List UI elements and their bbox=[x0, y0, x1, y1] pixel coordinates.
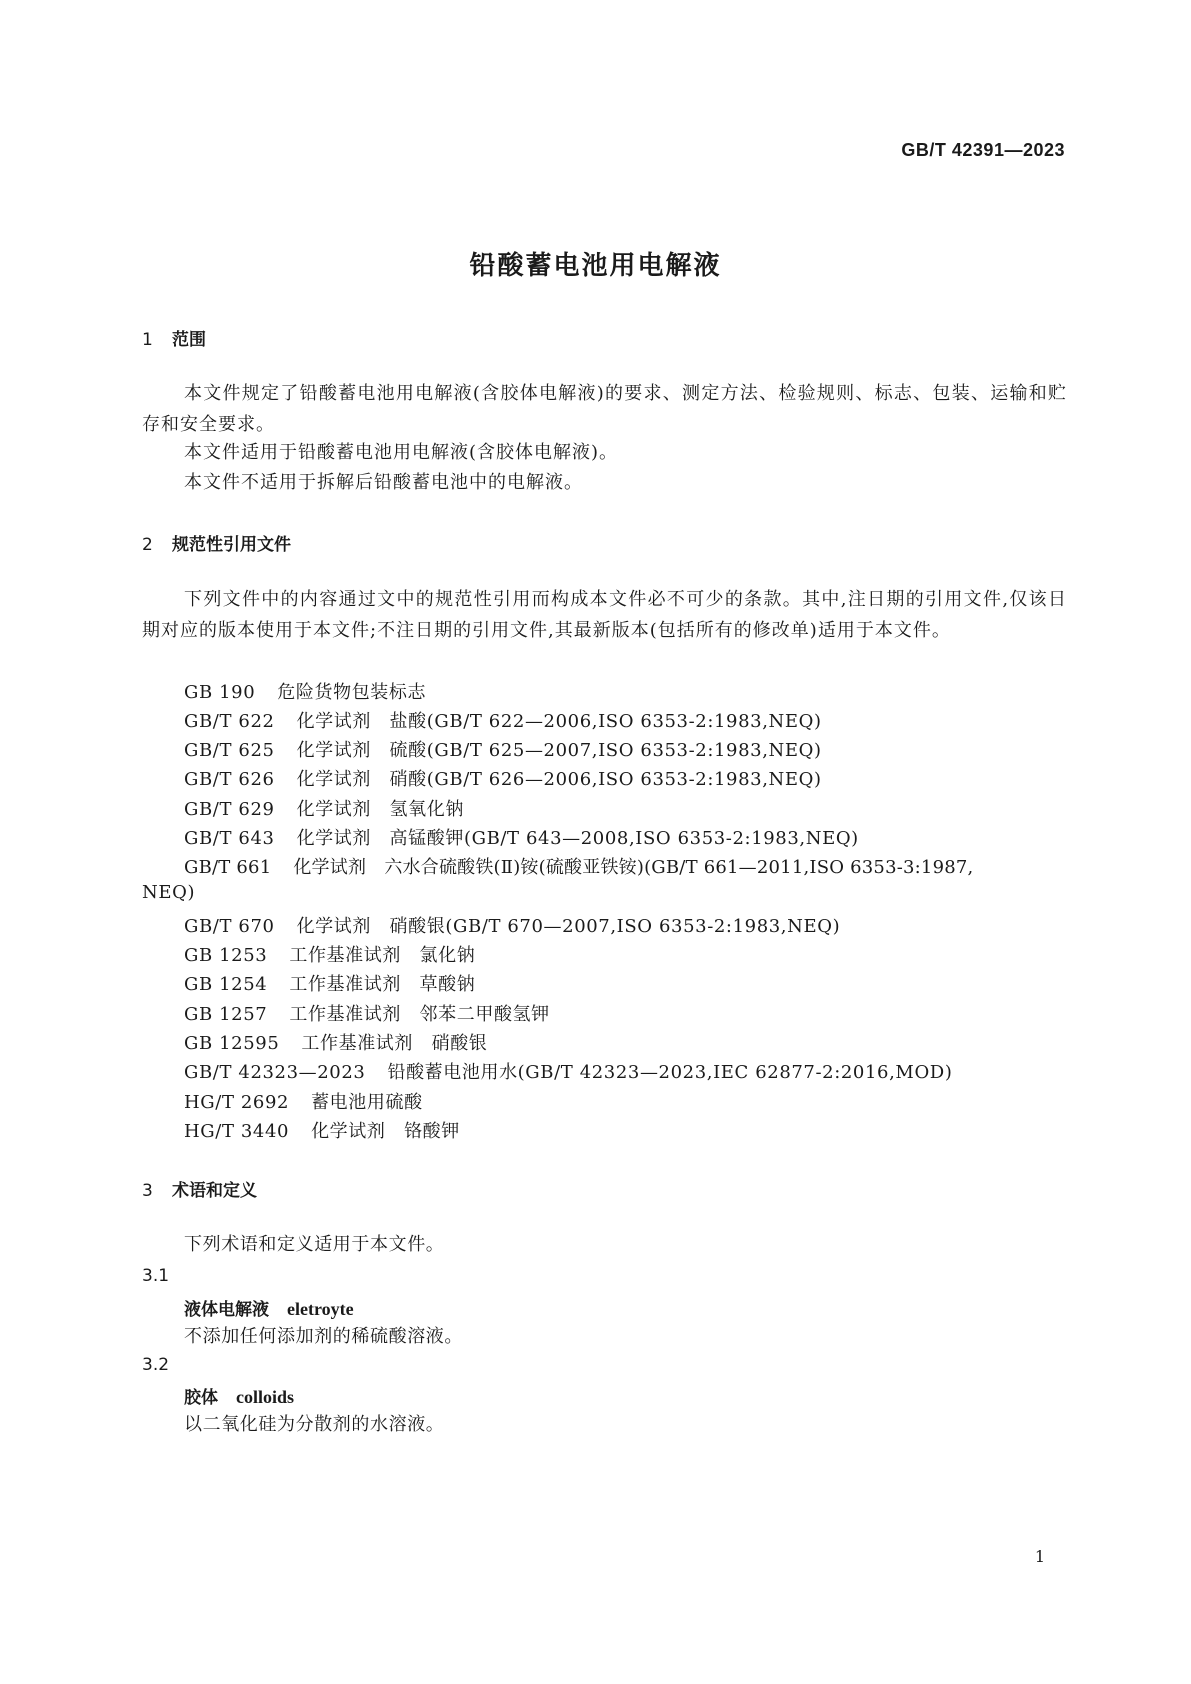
reference-code: GB/T 629 bbox=[184, 799, 275, 820]
reference-item bbox=[184, 853, 973, 879]
term-heading bbox=[184, 1383, 294, 1408]
reference-item-continuation: NEQ) bbox=[142, 882, 196, 903]
document-title: 铅酸蓄电池用电解液 bbox=[469, 251, 722, 281]
reference-title: 化学试剂 硝酸(GB/T 626—2006,ISO 6353-2:1983,NEQ) bbox=[296, 769, 822, 790]
section-1-paragraph-3: 本文件不适用于拆解后铅酸蓄电池中的电解液。 bbox=[184, 472, 583, 493]
term-english: eletroyte bbox=[287, 1299, 354, 1319]
term-number: 3.2 bbox=[142, 1355, 170, 1375]
reference-code: HG/T 3440 bbox=[184, 1121, 290, 1142]
reference-title: 铅酸蓄电池用水(GB/T 42323—2023,IEC 62877-2:2016,MOD) bbox=[387, 1062, 953, 1083]
reference-code: GB 1253 bbox=[184, 945, 268, 966]
reference-title: 化学试剂 氢氧化钠 bbox=[296, 799, 464, 820]
section-number: 3 bbox=[142, 1181, 153, 1201]
reference-item bbox=[184, 707, 822, 733]
reference-title: 化学试剂 六水合硫酸铁(Ⅱ)铵(硫酸亚铁铵)(GB/T 661—2011,ISO 6353-3:1987, bbox=[293, 857, 974, 878]
reference-item bbox=[184, 1000, 550, 1026]
reference-item bbox=[184, 1029, 487, 1055]
reference-code: GB 12595 bbox=[184, 1033, 280, 1054]
section-1-paragraph-1: 本文件规定了铅酸蓄电池用电解液(含胶体电解液)的要求、测定方法、检验规则、标志、包装、运输和贮存和安全要求。 bbox=[142, 383, 1067, 435]
reference-item bbox=[184, 1088, 423, 1114]
reference-title: 危险货物包装标志 bbox=[277, 682, 427, 703]
section-1-heading bbox=[142, 325, 206, 350]
reference-code: GB/T 626 bbox=[184, 769, 275, 790]
term-definition: 以二氧化硅为分散剂的水溶液。 bbox=[184, 1414, 445, 1435]
reference-code: GB 190 bbox=[184, 682, 256, 703]
reference-item bbox=[184, 795, 464, 821]
reference-title: 工作基准试剂 硝酸银 bbox=[301, 1033, 488, 1054]
reference-code: GB/T 670 bbox=[184, 916, 275, 937]
reference-item bbox=[184, 970, 475, 996]
reference-code: GB 1254 bbox=[184, 974, 268, 995]
reference-code: GB/T 622 bbox=[184, 711, 275, 732]
term-definition: 不添加任何添加剂的稀硫酸溶液。 bbox=[184, 1326, 463, 1347]
section-number: 2 bbox=[142, 535, 153, 555]
term-chinese: 胶体 bbox=[184, 1388, 218, 1408]
reference-item bbox=[184, 1117, 460, 1143]
page-number: 1 bbox=[1034, 1547, 1045, 1566]
reference-item bbox=[184, 765, 822, 791]
reference-code: GB/T 42323—2023 bbox=[184, 1062, 366, 1083]
reference-title: 化学试剂 铬酸钾 bbox=[311, 1121, 460, 1142]
reference-code: GB/T 643 bbox=[184, 828, 275, 849]
reference-code: GB 1257 bbox=[184, 1004, 268, 1025]
standard-number: GB/T 42391—2023 bbox=[901, 140, 1065, 160]
reference-title: 化学试剂 硫酸(GB/T 625—2007,ISO 6353-2:1983,NEQ) bbox=[296, 740, 822, 761]
reference-title: 化学试剂 高锰酸钾(GB/T 643—2008,ISO 6353-2:1983,NEQ) bbox=[296, 828, 859, 849]
reference-title: 蓄电池用硫酸 bbox=[311, 1092, 423, 1113]
reference-title: 化学试剂 盐酸(GB/T 622—2006,ISO 6353-2:1983,NEQ) bbox=[296, 711, 822, 732]
section-number: 1 bbox=[142, 330, 153, 350]
reference-code: HG/T 2692 bbox=[184, 1092, 290, 1113]
reference-title: 工作基准试剂 邻苯二甲酸氢钾 bbox=[289, 1004, 550, 1025]
term-chinese: 液体电解液 bbox=[184, 1300, 269, 1320]
section-title: 规范性引用文件 bbox=[172, 535, 291, 555]
term-heading bbox=[184, 1295, 354, 1320]
reference-title: 工作基准试剂 氯化钠 bbox=[289, 945, 476, 966]
reference-item bbox=[184, 824, 859, 850]
reference-item bbox=[184, 736, 822, 762]
reference-code: GB/T 661 bbox=[184, 857, 272, 878]
reference-code: GB/T 625 bbox=[184, 740, 275, 761]
term-number: 3.1 bbox=[142, 1266, 170, 1286]
reference-item bbox=[184, 912, 840, 938]
reference-title: 化学试剂 硝酸银(GB/T 670—2007,ISO 6353-2:1983,NEQ) bbox=[296, 916, 841, 937]
reference-item bbox=[184, 941, 475, 967]
reference-item bbox=[184, 1058, 952, 1084]
section-title: 术语和定义 bbox=[172, 1181, 257, 1201]
section-2-heading bbox=[142, 530, 291, 555]
reference-item bbox=[184, 678, 426, 704]
section-title: 范围 bbox=[172, 330, 206, 350]
section-1-paragraph-2: 本文件适用于铅酸蓄电池用电解液(含胶体电解液)。 bbox=[184, 442, 619, 463]
section-3-intro: 下列术语和定义适用于本文件。 bbox=[184, 1234, 445, 1255]
term-english: colloids bbox=[236, 1387, 295, 1407]
section-3-heading bbox=[142, 1176, 257, 1201]
section-2-intro: 下列文件中的内容通过文中的规范性引用而构成本文件必不可少的条款。其中,注日期的引用文件,仅该日期对应的版本使用于本文件;不注日期的引用文件,其最新版本(包括所有的修改单)适用于本文件。 bbox=[142, 589, 1067, 641]
reference-title: 工作基准试剂 草酸钠 bbox=[289, 974, 476, 995]
